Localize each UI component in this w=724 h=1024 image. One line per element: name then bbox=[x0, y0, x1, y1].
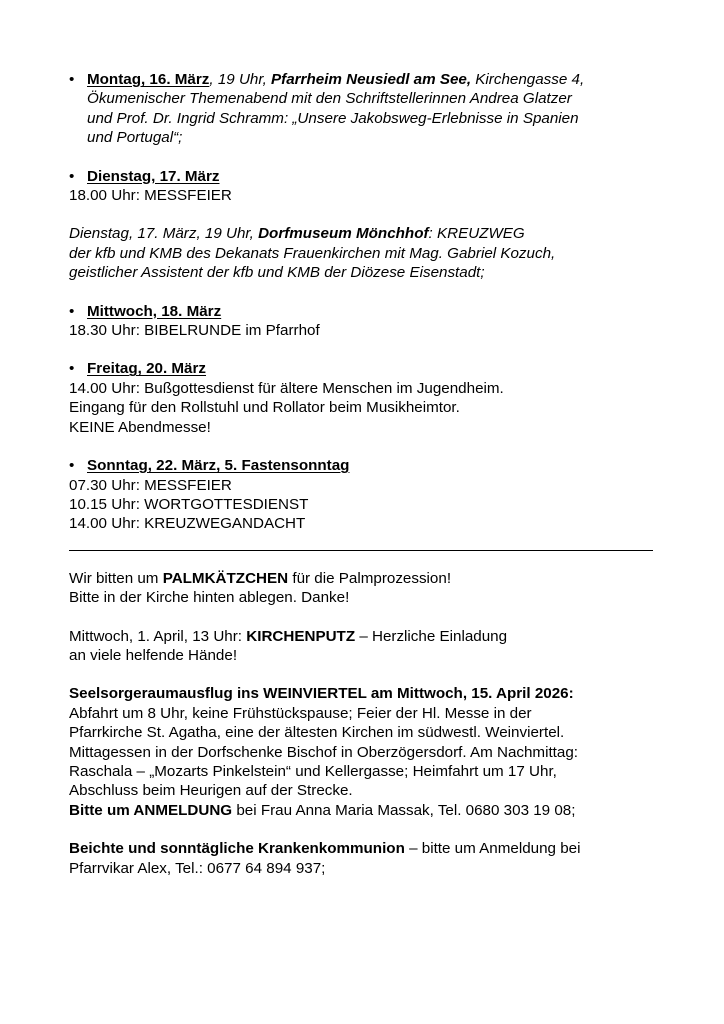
notice-text: Wir bitten um bbox=[69, 569, 163, 587]
bullet-icon: • bbox=[69, 360, 75, 378]
event-time: 19 Uhr, bbox=[217, 71, 272, 88]
notice-text: Pfarrvikar Alex, Tel.: 0677 64 894 937; bbox=[69, 859, 326, 877]
notice-text: Mittagessen in der Dorfschenke Bischof in Oberzögersdorf. Am Nachmittag: bbox=[69, 743, 579, 761]
notice-text: Mittwoch, 1. April, 13 Uhr: bbox=[69, 627, 247, 645]
bullet-icon: • bbox=[69, 457, 75, 475]
event-text: 18.00 Uhr: MESSFEIER bbox=[69, 187, 232, 205]
bullet-icon: • bbox=[69, 71, 75, 88]
notice-heading: Seelsorgeraumausflug ins WEINVIERTEL am Mittwoch, 15. April 2026: bbox=[69, 685, 574, 703]
event-text: und Portugal“; bbox=[87, 129, 183, 147]
bullet-icon: • bbox=[69, 167, 75, 185]
event-text: Ökumenischer Themenabend mit den Schriftstellerinnen Andrea Glatzer bbox=[87, 90, 572, 108]
event-text: 14.00 Uhr: Bußgottesdienst für ältere Menschen im Jugendheim. bbox=[69, 379, 504, 397]
notice-highlight: Bitte um ANMELDUNG bbox=[69, 801, 233, 819]
notice-text: – bitte um Anmeldung bei bbox=[404, 840, 581, 858]
notice-highlight: PALMKÄTZCHEN bbox=[162, 569, 289, 587]
notice-text: Abfahrt um 8 Uhr, keine Frühstückspause; Feier der Hl. Messe in der bbox=[69, 704, 532, 722]
event-wednesday-heading bbox=[69, 302, 669, 321]
event-separator: , bbox=[209, 71, 218, 88]
bullet-icon: • bbox=[69, 302, 75, 320]
event-friday-heading bbox=[69, 359, 669, 378]
notice-palm bbox=[69, 569, 669, 608]
event-tuesday-heading bbox=[69, 167, 669, 186]
event-text: 10.15 Uhr: WORTGOTTESDIENST bbox=[69, 495, 309, 513]
event-monday bbox=[69, 70, 669, 148]
event-text: Eingang für den Rollstuhl und Rollator beim Musikheimtor. bbox=[69, 399, 460, 417]
notice-highlight: KIRCHENPUTZ bbox=[246, 627, 356, 645]
notice-text: bei Frau Anna Maria Massak, Tel. 0680 303 19 08; bbox=[232, 801, 576, 819]
event-venue: Pfarrheim Neusiedl am See, bbox=[271, 71, 472, 88]
section-divider bbox=[69, 550, 653, 551]
event-text: der kfb und KMB des Dekanats Frauenkirchen mit Mag. Gabriel Kozuch, bbox=[69, 244, 556, 262]
event-text: geistlicher Assistent der kfb und KMB der Diözese Eisenstadt; bbox=[69, 264, 485, 282]
notice-kirchenputz bbox=[69, 627, 669, 666]
notice-text: Abschluss beim Heurigen auf der Strecke. bbox=[69, 782, 353, 800]
notice-text: Pfarrkirche St. Agatha, eine der ältesten Kirchen im südwestl. Weinviertel. bbox=[69, 724, 565, 742]
event-date: Mittwoch, 18. März bbox=[87, 302, 222, 320]
event-text: und Prof. Dr. Ingrid Schramm: „Unsere Jakobsweg-Erlebnisse in Spanien bbox=[87, 109, 579, 127]
notice-text: Raschala – „Mozarts Pinkelstein“ und Kellergasse; Heimfahrt um 17 Uhr, bbox=[69, 762, 557, 780]
event-date: Freitag, 20. März bbox=[87, 360, 207, 378]
event-text: 14.00 Uhr: KREUZWEGANDACHT bbox=[69, 515, 306, 533]
event-text: : KREUZWEG bbox=[428, 225, 525, 243]
event-sunday-heading bbox=[69, 456, 669, 475]
event-date: Sonntag, 22. März, 5. Fastensonntag bbox=[87, 457, 350, 475]
notice-text: an viele helfende Hände! bbox=[69, 646, 238, 664]
event-text: KEINE Abendmesse! bbox=[69, 418, 211, 436]
event-text: 18.30 Uhr: BIBELRUNDE im Pfarrhof bbox=[69, 322, 320, 340]
document-content bbox=[69, 70, 669, 878]
event-text: Kirchengasse 4, bbox=[471, 71, 585, 88]
event-kreuzweg bbox=[69, 224, 669, 282]
notice-text: für die Palmprozession! bbox=[288, 569, 452, 587]
notice-confession bbox=[69, 839, 669, 878]
notice-trip bbox=[69, 684, 669, 820]
notice-highlight: Beichte und sonntägliche Krankenkommunion bbox=[69, 840, 405, 858]
notice-text: Bitte in der Kirche hinten ablegen. Danke! bbox=[69, 589, 350, 607]
event-text: Dienstag, 17. März, 19 Uhr, bbox=[69, 225, 259, 243]
notice-text: – Herzliche Einladung bbox=[355, 627, 508, 645]
event-date: Montag, 16. März bbox=[87, 71, 210, 88]
event-date: Dienstag, 17. März bbox=[87, 167, 220, 185]
event-venue: Dorfmuseum Mönchhof bbox=[258, 225, 429, 243]
event-text: 07.30 Uhr: MESSFEIER bbox=[69, 476, 232, 494]
